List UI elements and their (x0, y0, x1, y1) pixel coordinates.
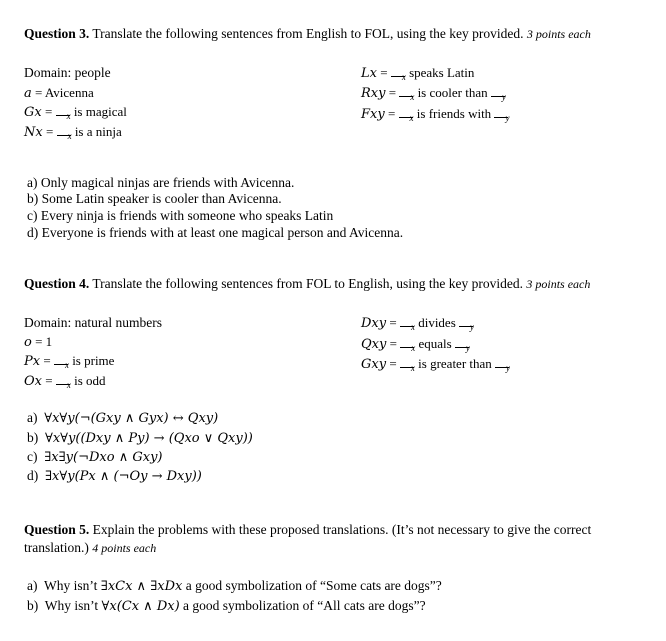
q3-key-f: Fxy = $_x$ is friends with $_y$ (361, 106, 510, 123)
q4-heading (24, 276, 590, 292)
q4-points: 3 points each (526, 277, 591, 291)
q3-key-a: a = Avicenna (24, 85, 94, 101)
q3-heading-label: Question 3. (24, 26, 90, 41)
q3-heading (24, 26, 591, 42)
q5-heading-label: Question 5. (24, 522, 90, 537)
q4-key-g: Gxy = $_x$ is greater than $_y$ (361, 356, 511, 373)
q4-item-a: a) ∀x∀y(¬(Gxy ∧ Gyx) ↔ Qxy) (27, 410, 219, 426)
q3-item-d: d) Everyone is friends with at least one magical person and Avicenna. (27, 225, 404, 240)
q3-item-c: c) Every ninja is friends with someone who speaks Latin (27, 208, 334, 223)
q4-item-d: d) ∃x∀y(Px ∧ (¬Oy → Dxy)) (27, 468, 202, 484)
q3-domain: Domain: people (24, 65, 111, 80)
q3-key-l: Lx = $_x$ speaks Latin (361, 65, 475, 82)
q3-item-b: b) Some Latin speaker is cooler than Avicenna. (27, 191, 282, 206)
q5-item-b: b) Why isn’t ∀x(Cx ∧ Dx) a good symbolization of “All cats are dogs”? (27, 598, 426, 614)
q5-item-a: a) Why isn’t ∃xCx ∧ ∃xDx a good symbolization of “Some cats are dogs”? (27, 578, 442, 594)
q3-heading-text: Translate the following sentences from English to FOL, using the key provided. (92, 26, 524, 41)
q4-domain: Domain: natural numbers (24, 315, 162, 330)
q3-points: 3 points each (526, 27, 591, 41)
q4-key-d: Dxy = $_x$ divides $_y$ (361, 315, 475, 332)
q4-item-c: c) ∃x∃y(¬Dxo ∧ Gxy) (27, 449, 163, 465)
q3-item-a: a) Only magical ninjas are friends with Avicenna. (27, 175, 295, 190)
q3-key-r: Rxy = $_x$ is cooler than $_y$ (361, 85, 506, 102)
q4-key-o: o = 1 (24, 334, 53, 350)
q4-key-odd: Ox = $_x$ is odd (24, 373, 106, 390)
q5-points: 4 points each (92, 541, 157, 555)
q4-heading-text: Translate the following sentences from FOL to English, using the key provided. (92, 276, 523, 291)
q4-item-b: b) ∀x∀y((Dxy ∧ Py) → (Qxo ∨ Qxy)) (27, 430, 253, 446)
q5-heading-text: Explain the problems with these proposed translations. (It’s not necessary to give the correct (92, 522, 592, 537)
q3-key-n: Nx = $_x$ is a ninja (24, 124, 122, 141)
q5-heading (24, 522, 591, 538)
q4-key-q: Qxy = $_x$ equals $_y$ (361, 336, 470, 353)
q3-key-g: Gx = $_x$ is magical (24, 104, 127, 121)
q4-heading-label: Question 4. (24, 276, 90, 291)
q4-key-p: Px = $_x$ is prime (24, 353, 115, 370)
q5-heading-line2: translation.) 4 points each (24, 540, 157, 555)
